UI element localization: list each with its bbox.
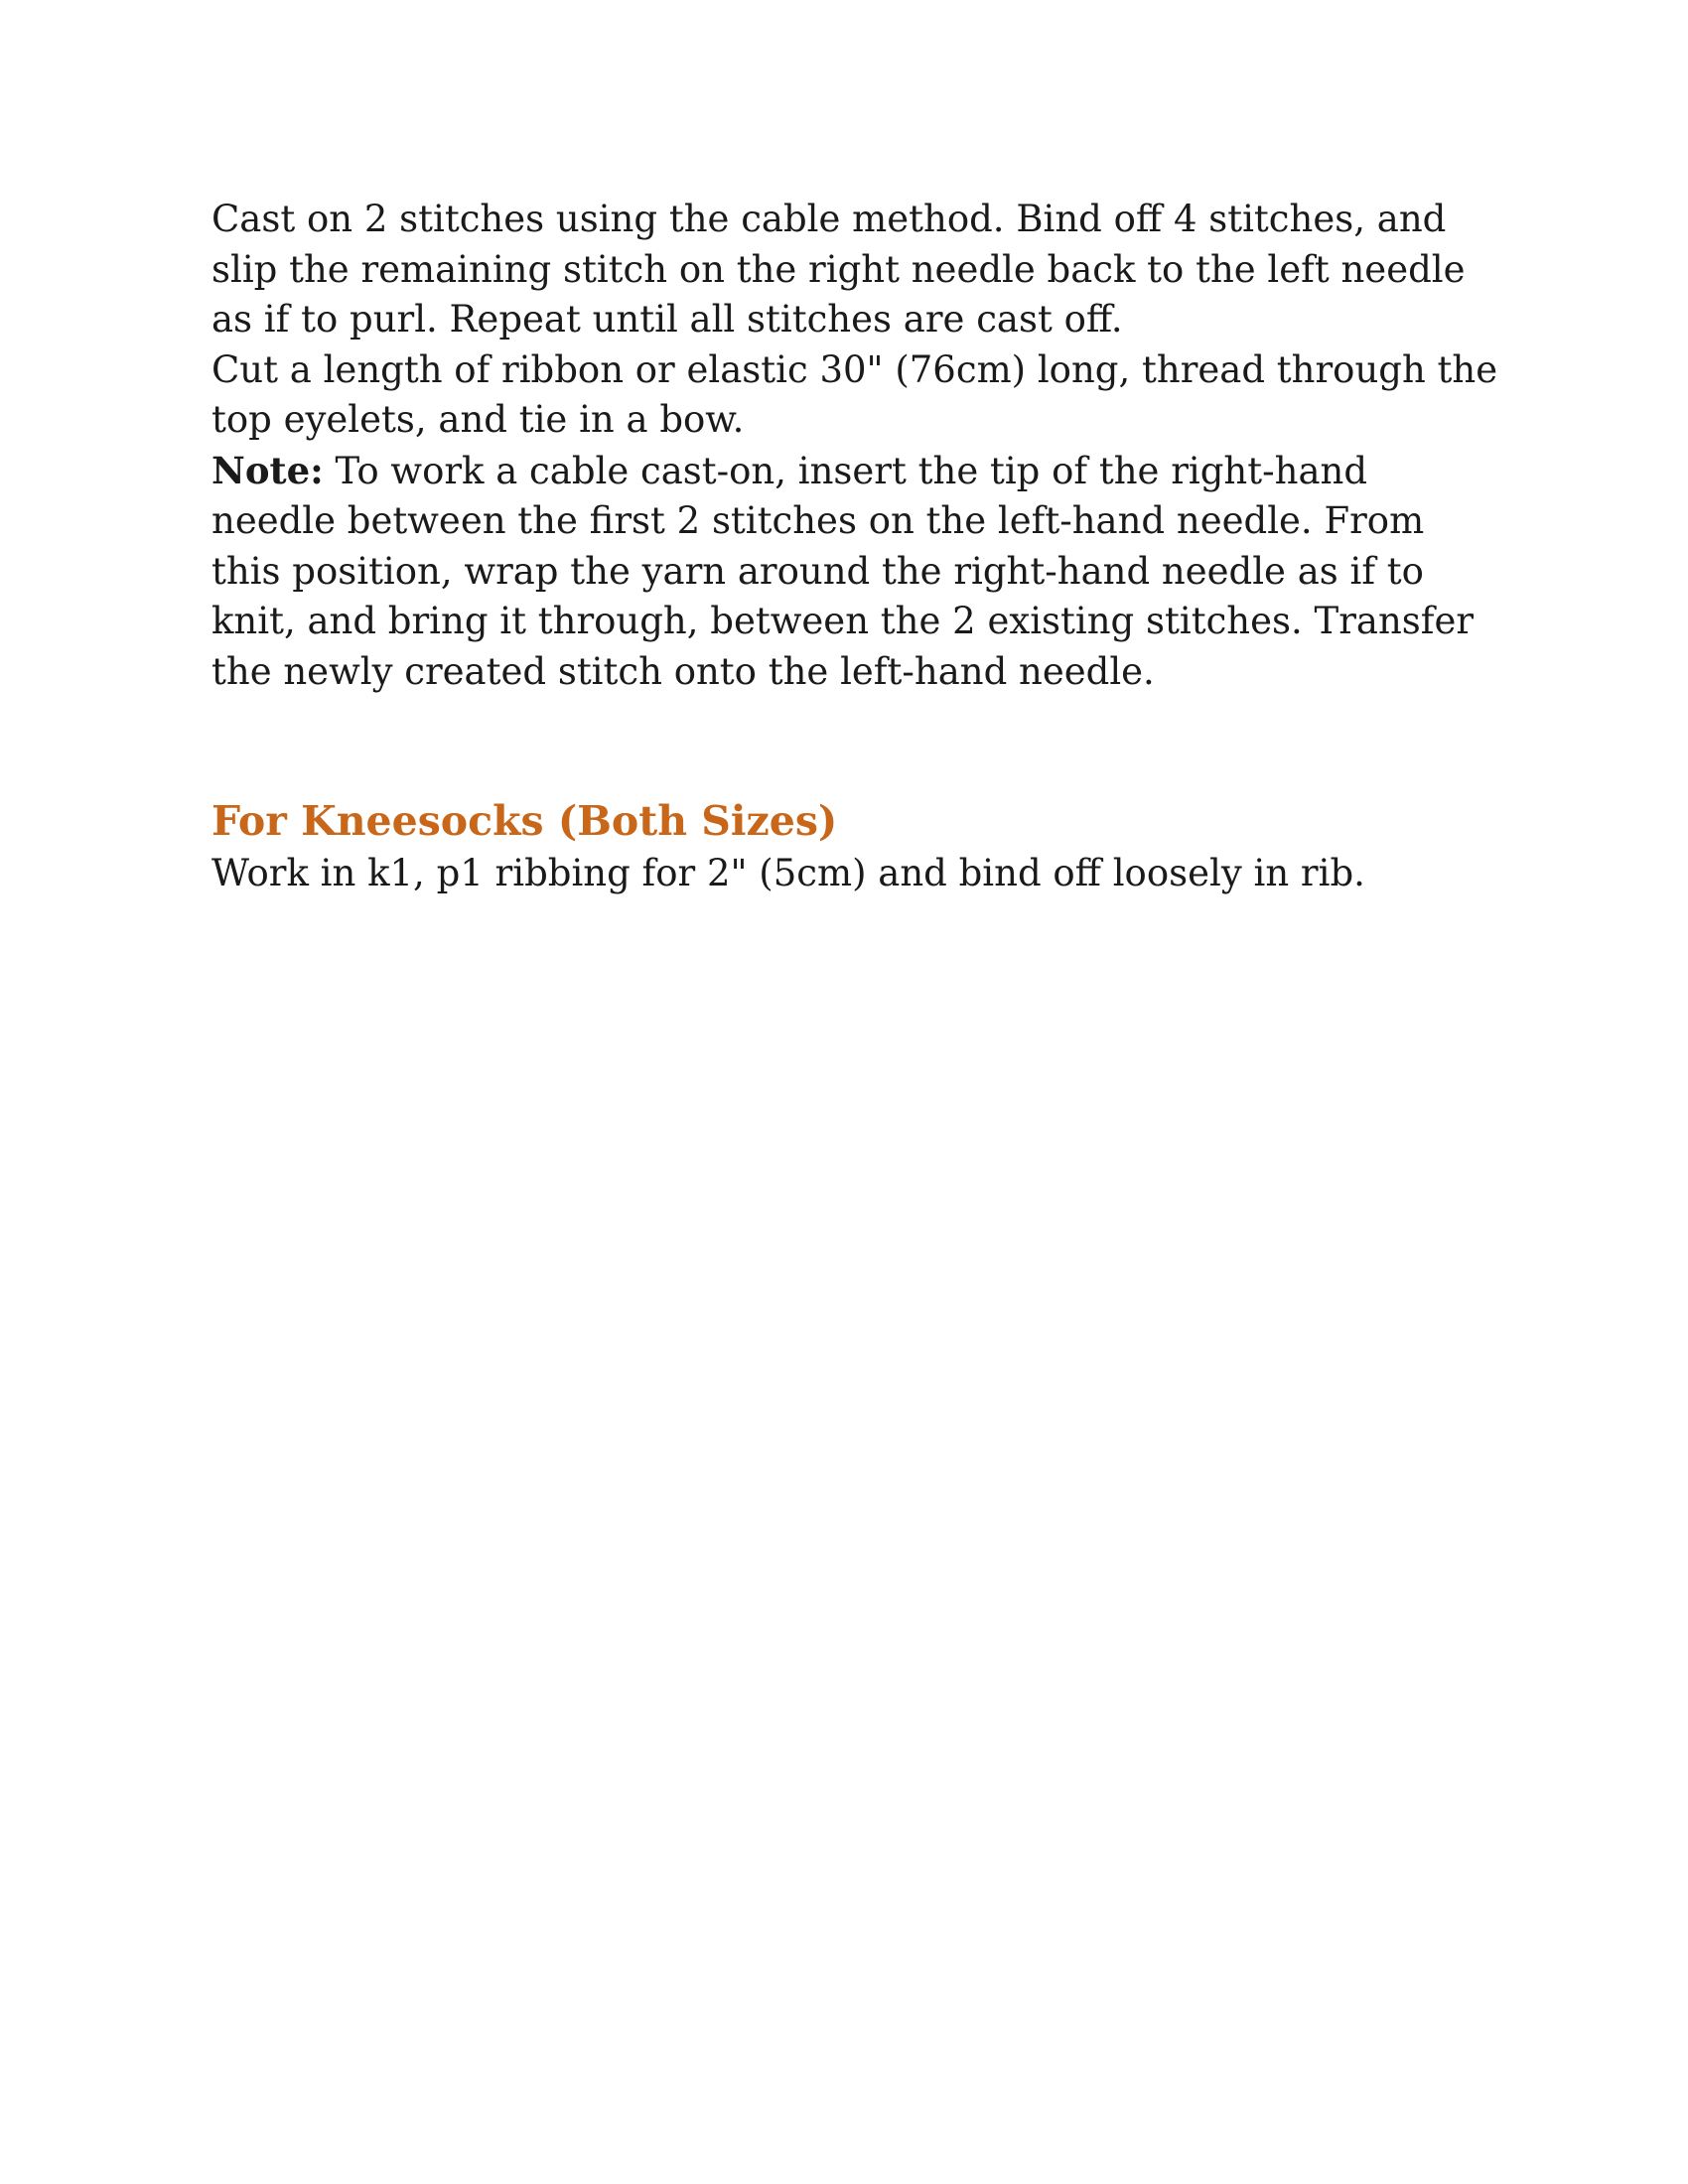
kneesocks-paragraph: Work in k1, p1 ribbing for 2" (5cm) and bind off loosely in rib. — [211, 852, 1365, 894]
document-page — [211, 195, 1502, 899]
cast-on-paragraph: Cast on 2 stitches using the cable method. Bind off 4 stitches, and slip the remaining stitch on the right needle back to the left needle as if to purl. Repeat until all stitches are cast off. — [211, 198, 1466, 341]
note-label: Note: — [211, 448, 324, 492]
note-paragraph — [211, 446, 1502, 698]
note-text: To work a cable cast-on, insert the tip of the right-hand needle between the first 2 stitches on the left-hand needle. From this position, wrap the yarn around the right-hand needle as if to knit, and bring it through, between the 2 existing stitches. Transfer the newly created stitch onto the left-hand needle. — [211, 449, 1475, 693]
kneesocks-heading: For Kneesocks (Both Sizes) — [211, 797, 838, 845]
ribbon-paragraph: Cut a length of ribbon or elastic 30" (76cm) long, thread through the top eyelets, and tie in a bow. — [211, 347, 1498, 441]
